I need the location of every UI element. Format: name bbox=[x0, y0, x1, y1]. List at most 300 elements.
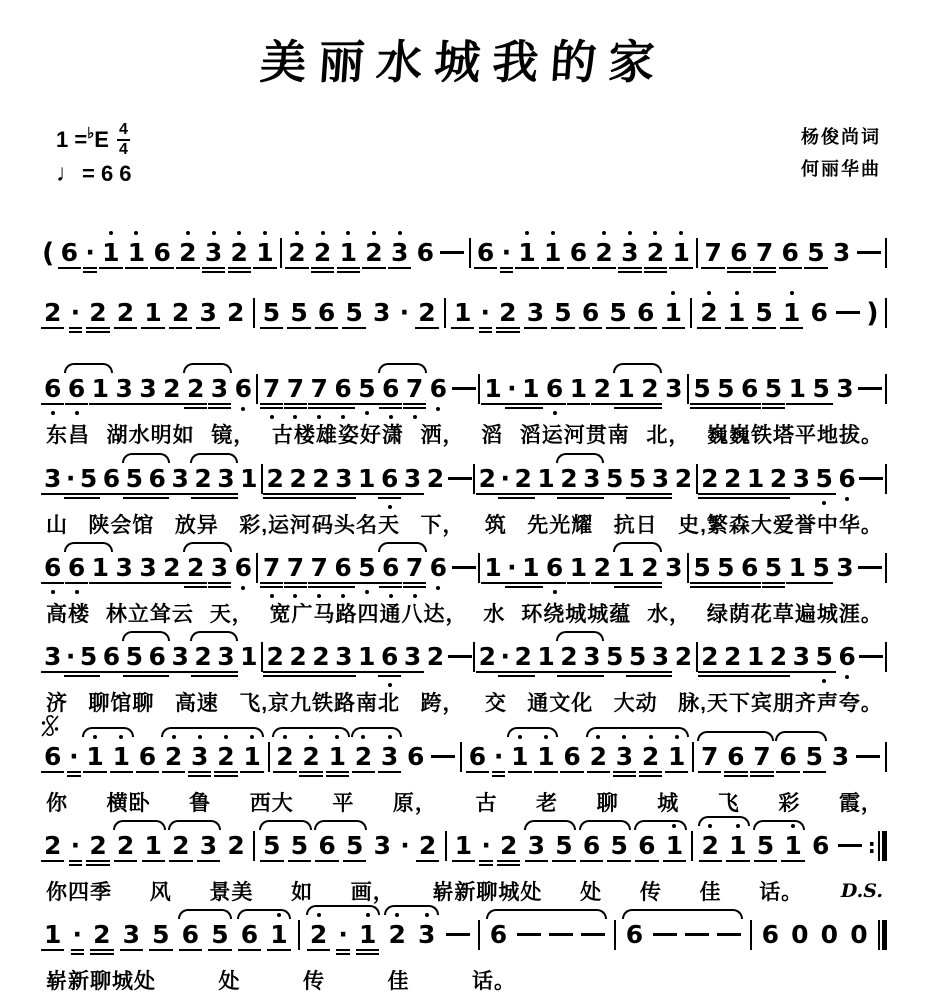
note: 6 bbox=[151, 240, 172, 265]
note: 5 bbox=[604, 466, 625, 491]
sustain-dash bbox=[858, 387, 882, 390]
note: 3 bbox=[113, 376, 134, 401]
repeat-end-barline: : bbox=[868, 831, 887, 861]
note: 2 bbox=[674, 463, 693, 493]
note: 6 bbox=[137, 744, 158, 769]
augmentation-dot: · bbox=[480, 300, 492, 325]
note: 1 bbox=[482, 376, 503, 401]
lyric-segment: 彩,运河码头名天 bbox=[239, 513, 401, 537]
note: 5 bbox=[715, 376, 736, 401]
note: 7 bbox=[285, 555, 306, 580]
slur-arc bbox=[556, 453, 604, 463]
lyric-segment: 崭新聊城处 bbox=[432, 880, 543, 904]
note: 6 bbox=[625, 920, 644, 950]
lyric-segment: 画， bbox=[350, 880, 395, 904]
barline bbox=[885, 553, 887, 583]
note: 1 bbox=[240, 642, 258, 672]
note: 3 bbox=[333, 644, 354, 669]
lyric-segment: 洒， bbox=[420, 424, 465, 448]
note: 5 bbox=[763, 555, 784, 580]
note: 6 bbox=[66, 555, 87, 580]
lyrics-line-1 bbox=[46, 422, 883, 449]
note: 2 bbox=[227, 298, 245, 328]
music-line-verse1-1 bbox=[42, 360, 887, 420]
music-line-verse2-1 bbox=[42, 539, 887, 599]
lyric-segment: 你四季 bbox=[46, 880, 112, 904]
score-area bbox=[0, 224, 929, 993]
lyricist-credit: 杨俊尚词 bbox=[801, 127, 881, 147]
note: 2 bbox=[477, 466, 498, 491]
lyric-segment: 霞， bbox=[838, 791, 883, 815]
lyric-segment: 山 bbox=[46, 513, 68, 537]
note: 6 bbox=[147, 644, 168, 669]
note: 2 bbox=[558, 644, 579, 669]
note: 1 bbox=[535, 466, 556, 491]
lyric-segment: 陕会馆 bbox=[88, 513, 155, 537]
barline bbox=[473, 642, 475, 672]
augmentation-dot: · bbox=[399, 298, 410, 328]
note: 2 bbox=[592, 555, 613, 580]
note: 5 bbox=[804, 744, 825, 769]
note: 5 bbox=[753, 300, 774, 325]
lyric-segment: 原， bbox=[392, 791, 437, 815]
slur-arc bbox=[178, 909, 232, 919]
rest-note: 0 bbox=[820, 920, 839, 950]
lyric-segment: 处 bbox=[218, 970, 241, 993]
note: 3 bbox=[581, 466, 602, 491]
note: 2 bbox=[639, 555, 660, 580]
note: 2 bbox=[674, 642, 693, 672]
music-line-intro-2 bbox=[42, 284, 887, 344]
slur-arc bbox=[351, 727, 402, 737]
note: 6 bbox=[780, 240, 801, 265]
note: 6 bbox=[101, 466, 122, 491]
lyric-segment: 高速 bbox=[174, 692, 219, 716]
slur-arc bbox=[190, 453, 238, 463]
note: 1 bbox=[670, 240, 691, 265]
note: 3 bbox=[525, 300, 546, 325]
note: 6 bbox=[42, 376, 63, 401]
note: 6 bbox=[42, 744, 63, 769]
note: 1 bbox=[663, 300, 684, 325]
note: 6 bbox=[728, 240, 749, 265]
lyric-segment: 抗日 bbox=[613, 513, 658, 537]
note: 3 bbox=[650, 466, 671, 491]
lyric-segment: 话。 bbox=[759, 880, 804, 904]
note: 2 bbox=[640, 744, 661, 769]
rest-note: 0 bbox=[791, 920, 809, 950]
key-signature bbox=[56, 122, 132, 158]
note: 5 bbox=[261, 300, 282, 325]
note: 1 bbox=[357, 922, 378, 947]
note: 6 bbox=[739, 555, 760, 580]
barline bbox=[473, 464, 475, 494]
note: 3 bbox=[614, 744, 635, 769]
note: 3 bbox=[389, 240, 410, 265]
note: 6 bbox=[811, 830, 830, 860]
slur-arc bbox=[82, 727, 134, 737]
meta-row bbox=[56, 122, 881, 190]
note: 1 bbox=[241, 744, 262, 769]
lyric-segment: 通文化 bbox=[527, 692, 594, 716]
note: 2 bbox=[310, 466, 331, 491]
slur-arc bbox=[183, 363, 232, 373]
barline bbox=[696, 464, 698, 494]
note: 2 bbox=[426, 642, 445, 672]
sustain-dash bbox=[836, 311, 860, 314]
lyric-segment: 处 bbox=[580, 880, 603, 904]
note: 1 bbox=[787, 555, 808, 580]
slur-arc bbox=[64, 542, 113, 552]
note: 2 bbox=[310, 644, 331, 669]
note: 6 bbox=[407, 741, 425, 771]
barline bbox=[885, 742, 887, 772]
slur-arc bbox=[697, 731, 774, 741]
lyric-segment: 放异 bbox=[174, 513, 219, 537]
lyrics-line-4 bbox=[46, 690, 883, 717]
note: 1 bbox=[727, 833, 748, 858]
barline bbox=[261, 642, 263, 672]
lyric-segment: 绿荫花草遍城涯。 bbox=[706, 602, 883, 626]
slur-arc bbox=[190, 631, 238, 641]
note: 3 bbox=[197, 300, 218, 325]
note: 6 bbox=[777, 744, 798, 769]
lyric-segment: 古楼雄姿好潇 bbox=[271, 424, 404, 448]
note: 3 bbox=[379, 744, 400, 769]
note: 6 bbox=[234, 374, 253, 404]
lyric-segment: 平 bbox=[332, 791, 355, 815]
note: 2 bbox=[768, 644, 789, 669]
note: 6 bbox=[580, 300, 601, 325]
note: 2 bbox=[353, 744, 374, 769]
slur-arc bbox=[122, 631, 170, 641]
note: 6 bbox=[42, 555, 63, 580]
note: 5 bbox=[209, 922, 230, 947]
lyric-segment: 古 bbox=[475, 791, 498, 815]
note: 3 bbox=[836, 374, 854, 404]
note: 2 bbox=[115, 300, 136, 325]
note: 3 bbox=[791, 644, 812, 669]
note: 6 bbox=[429, 374, 448, 404]
note: 5 bbox=[755, 833, 776, 858]
lyric-segment: 鲁 bbox=[189, 791, 212, 815]
lyric-segment: 北， bbox=[646, 424, 691, 448]
barline bbox=[469, 238, 471, 268]
slur-arc bbox=[272, 727, 350, 737]
note: 2 bbox=[163, 744, 184, 769]
note: 5 bbox=[607, 300, 628, 325]
slur-arc bbox=[698, 816, 750, 826]
augmentation-dot: · bbox=[480, 833, 492, 858]
slur-arc bbox=[613, 542, 662, 552]
slur-arc bbox=[634, 820, 687, 830]
barline bbox=[298, 920, 300, 950]
lyric-segment: 济 bbox=[46, 692, 68, 716]
note: 2 bbox=[115, 833, 136, 858]
sustain-dash bbox=[653, 933, 677, 936]
note: 6 bbox=[467, 744, 488, 769]
note: 3 bbox=[215, 644, 236, 669]
augmentation-dot: · bbox=[65, 644, 77, 669]
note: 2 bbox=[287, 644, 308, 669]
lyric-segment: 水， bbox=[647, 602, 692, 626]
note: 3 bbox=[581, 644, 602, 669]
note: 3 bbox=[169, 466, 190, 491]
note: 5 bbox=[805, 240, 826, 265]
lyric-segment: 风 bbox=[149, 880, 172, 904]
note: 3 bbox=[333, 466, 354, 491]
augmentation-dot: · bbox=[84, 240, 96, 265]
note: 3 bbox=[650, 644, 671, 669]
lyric-segment: 横卧 bbox=[106, 791, 151, 815]
slur-arc bbox=[306, 905, 380, 915]
lyric-segment: 环绕城城蕴 bbox=[521, 602, 632, 626]
note: 1 bbox=[745, 466, 766, 491]
note: 1 bbox=[254, 240, 275, 265]
lyric-segment: 湖水明如 bbox=[106, 424, 195, 448]
note: 1 bbox=[327, 744, 348, 769]
note: 2 bbox=[87, 300, 108, 325]
note: 2 bbox=[417, 833, 438, 858]
note: 6 bbox=[332, 376, 353, 401]
note: 6 bbox=[180, 922, 201, 947]
note: 2 bbox=[300, 744, 321, 769]
note: 5 bbox=[691, 555, 712, 580]
note: 2 bbox=[91, 922, 112, 947]
note: 1 bbox=[42, 922, 63, 947]
note: 3 bbox=[42, 644, 63, 669]
note: 3 bbox=[526, 833, 547, 858]
note: 1 bbox=[666, 744, 687, 769]
slur-arc bbox=[122, 453, 170, 463]
note: 3 bbox=[402, 466, 423, 491]
composer-credit: 何丽华曲 bbox=[801, 158, 881, 179]
lyric-segment: 交 bbox=[484, 692, 507, 716]
note: 3 bbox=[665, 552, 683, 582]
note: 2 bbox=[477, 644, 498, 669]
slur-arc bbox=[314, 820, 367, 830]
note: 2 bbox=[185, 376, 206, 401]
music-line-refrain-2 bbox=[42, 817, 887, 877]
note: 5 bbox=[691, 376, 712, 401]
note: 3 bbox=[42, 466, 63, 491]
lyric-segment: 传 bbox=[639, 880, 662, 904]
note: 6 bbox=[739, 376, 760, 401]
note: 6 bbox=[544, 376, 565, 401]
lyric-segment: 水 bbox=[483, 602, 506, 626]
note: 5 bbox=[627, 644, 648, 669]
open-paren: ( bbox=[42, 238, 55, 270]
lyric-segment: 宽广马路四通八达， bbox=[269, 602, 468, 626]
note: 6 bbox=[147, 466, 168, 491]
note: 5 bbox=[715, 555, 736, 580]
note: 2 bbox=[722, 466, 743, 491]
note: 2 bbox=[512, 644, 533, 669]
slur-arc bbox=[237, 909, 291, 919]
note: 1 bbox=[516, 240, 537, 265]
sustain-dash bbox=[856, 755, 880, 758]
barline bbox=[750, 920, 752, 950]
sustain-dash bbox=[440, 251, 464, 254]
barline bbox=[691, 831, 693, 861]
note: 1 bbox=[356, 466, 377, 491]
lyric-segment: 先光耀 bbox=[527, 513, 594, 537]
lyric-segment: 脉,天下宾朋齐声夸。 bbox=[678, 692, 883, 716]
barline bbox=[253, 831, 255, 861]
sustain-dash bbox=[581, 933, 605, 936]
note: 3 bbox=[832, 238, 851, 268]
slur-arc bbox=[113, 820, 166, 830]
slur-arc bbox=[161, 727, 264, 737]
augmentation-dot: · bbox=[499, 644, 511, 669]
slur-arc bbox=[183, 542, 232, 552]
slur-arc bbox=[775, 731, 827, 741]
note: 6 bbox=[635, 300, 656, 325]
note: 3 bbox=[137, 376, 158, 401]
note: 6 bbox=[416, 238, 435, 268]
note: 1 bbox=[664, 833, 685, 858]
note: 1 bbox=[615, 376, 636, 401]
sustain-dash bbox=[446, 933, 470, 936]
note: 2 bbox=[558, 466, 579, 491]
note: 3 bbox=[215, 466, 236, 491]
note: 2 bbox=[42, 833, 63, 858]
augmentation-dot: · bbox=[72, 922, 84, 947]
note: 6 bbox=[66, 376, 87, 401]
note: 3 bbox=[418, 920, 436, 950]
note: 2 bbox=[185, 555, 206, 580]
close-paren: ) bbox=[866, 298, 879, 330]
augmentation-dot: · bbox=[68, 744, 80, 769]
barline bbox=[885, 374, 887, 404]
note: 2 bbox=[593, 240, 614, 265]
note: 1 bbox=[615, 555, 636, 580]
note: 5 bbox=[261, 833, 282, 858]
note: 7 bbox=[309, 376, 330, 401]
slur-arc bbox=[378, 363, 427, 373]
slur-arc bbox=[613, 363, 662, 373]
note: 5 bbox=[810, 376, 831, 401]
note: 2 bbox=[227, 830, 245, 860]
note: 3 bbox=[791, 466, 812, 491]
note: 1 bbox=[482, 555, 503, 580]
note: 6 bbox=[838, 463, 856, 493]
note: 1 bbox=[240, 463, 258, 493]
note: 1 bbox=[782, 833, 803, 858]
barline bbox=[687, 374, 689, 404]
note: 6 bbox=[568, 240, 589, 265]
slur-arc bbox=[64, 363, 113, 373]
augmentation-dot: · bbox=[400, 830, 410, 860]
note: 2 bbox=[645, 240, 666, 265]
barline bbox=[885, 464, 887, 494]
note: 2 bbox=[264, 466, 285, 491]
note: 6 bbox=[316, 833, 337, 858]
note: 1 bbox=[90, 376, 111, 401]
quarter-note-icon: ♩ bbox=[56, 160, 80, 187]
note: 1 bbox=[90, 555, 111, 580]
note: 2 bbox=[274, 744, 295, 769]
note: 2 bbox=[308, 922, 329, 947]
note: 3 bbox=[203, 240, 224, 265]
note: 2 bbox=[161, 376, 182, 401]
augmentation-dot: · bbox=[499, 466, 511, 491]
note: 1 bbox=[126, 240, 147, 265]
note: 6 bbox=[59, 240, 80, 265]
lyric-segment: 西大 bbox=[249, 791, 294, 815]
note: 6 bbox=[239, 922, 260, 947]
lyric-segment: 崭新聊城处 bbox=[46, 970, 156, 993]
tempo-marking bbox=[56, 158, 132, 190]
barline bbox=[280, 238, 282, 268]
note: 1 bbox=[535, 744, 556, 769]
note: 1 bbox=[453, 833, 474, 858]
note: 3 bbox=[402, 644, 423, 669]
note: 1 bbox=[338, 240, 359, 265]
note: 5 bbox=[344, 833, 365, 858]
note: 5 bbox=[552, 300, 573, 325]
slur-arc bbox=[753, 820, 805, 830]
lyric-segment: 如 bbox=[291, 880, 314, 904]
note: 3 bbox=[836, 552, 854, 582]
note: 1 bbox=[726, 300, 747, 325]
time-signature bbox=[117, 122, 130, 158]
note: 2 bbox=[192, 466, 213, 491]
note: 2 bbox=[363, 240, 384, 265]
augmentation-dot: · bbox=[65, 466, 77, 491]
lyric-segment: 景美 bbox=[209, 880, 254, 904]
note: 5 bbox=[124, 466, 145, 491]
note: 1 bbox=[745, 644, 766, 669]
barline bbox=[696, 238, 698, 268]
slur-arc bbox=[168, 820, 221, 830]
note: 1 bbox=[356, 644, 377, 669]
barline bbox=[478, 374, 480, 404]
dal-segno-label: D.S. bbox=[840, 879, 883, 902]
lyric-segment: 高楼 bbox=[46, 602, 90, 626]
note: 7 bbox=[751, 744, 772, 769]
barline bbox=[445, 831, 447, 861]
barline bbox=[478, 920, 480, 950]
lyric-segment: 城 bbox=[657, 791, 680, 815]
scale-label: 1 = bbox=[56, 127, 88, 153]
lyric-segment: 镜， bbox=[211, 424, 256, 448]
note: 3 bbox=[665, 374, 683, 404]
note: 1 bbox=[781, 300, 802, 325]
sustain-dash bbox=[717, 933, 741, 936]
lyric-segment: 林立耸云 bbox=[105, 602, 194, 626]
note: 3 bbox=[189, 744, 210, 769]
note: 2 bbox=[312, 240, 333, 265]
note: 2 bbox=[698, 300, 719, 325]
note: 7 bbox=[754, 240, 775, 265]
barline bbox=[460, 742, 462, 772]
note: 1 bbox=[568, 555, 589, 580]
note: 2 bbox=[170, 300, 191, 325]
note: 2 bbox=[287, 466, 308, 491]
note: 6 bbox=[379, 466, 400, 491]
sustain-dash bbox=[857, 251, 881, 254]
note: 2 bbox=[161, 555, 182, 580]
lyric-segment: 聊 bbox=[596, 791, 619, 815]
note: 6 bbox=[380, 376, 401, 401]
sustain-dash bbox=[448, 477, 472, 480]
barline bbox=[444, 298, 446, 328]
barline bbox=[885, 298, 887, 328]
slur-arc bbox=[507, 727, 558, 737]
note: 6 bbox=[561, 744, 582, 769]
lyrics-line-3 bbox=[46, 601, 883, 628]
